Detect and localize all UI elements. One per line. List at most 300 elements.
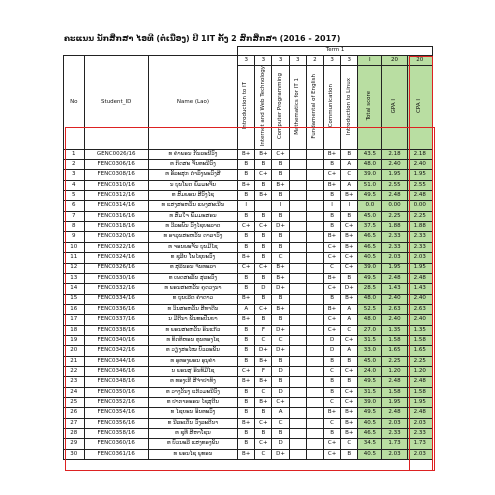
- total-score-cell: 46.5: [358, 232, 382, 242]
- no-cell: 8: [64, 222, 85, 232]
- subject-header: [255, 66, 272, 150]
- cpa-cell: 2.40: [407, 315, 432, 325]
- name-cell: ທ ອັລະສຸກ ດຳລົງພະວົງສີ: [148, 170, 237, 180]
- gpa-cell: 1.65: [382, 346, 407, 356]
- grade-cell: B: [238, 346, 255, 356]
- grade-cell: B: [238, 408, 255, 418]
- grade-cell: [289, 418, 306, 428]
- total-score-cell: 31.5: [358, 335, 382, 345]
- grade-cell: A: [238, 304, 255, 314]
- grade-cell: B: [324, 429, 341, 439]
- grade-cell: D+: [255, 346, 272, 356]
- grade-cell: B: [238, 429, 255, 439]
- grade-cell: A: [341, 304, 358, 314]
- table-row: [64, 439, 433, 449]
- table-row: [64, 356, 433, 366]
- name-cell: ທ ວິນສະຫວັນ ສີທາດີນ: [148, 304, 237, 314]
- credit-cell: 3: [238, 56, 255, 66]
- grade-cell: D: [272, 439, 289, 449]
- total-score-cell: 34.5: [358, 439, 382, 449]
- grade-cell: B+: [255, 356, 272, 366]
- total-score-cell: 39.0: [358, 397, 382, 407]
- grade-cell: B: [238, 211, 255, 221]
- student-id-cell: FENC0320/16: [84, 232, 148, 242]
- grade-cell: D+: [341, 284, 358, 294]
- no-cell: 5: [64, 191, 85, 201]
- no-cell: 13: [64, 273, 85, 283]
- grade-cell: B: [324, 191, 341, 201]
- student-id-cell: FENC0336/16: [84, 304, 148, 314]
- name-cell: ນ ພອນສຸ ອິນທິມີໄຊ: [148, 366, 237, 376]
- grade-cell: C+: [255, 439, 272, 449]
- name-cell: ທ ທອງເຮີ ສີຈຳປາທິງ: [148, 377, 237, 387]
- grade-cell: B: [272, 377, 289, 387]
- total-score-cell: 0.0: [358, 201, 382, 211]
- grade-cell: B: [272, 356, 289, 366]
- grade-cell: B+: [255, 191, 272, 201]
- no-cell: 4: [64, 180, 85, 190]
- grade-cell: B+: [255, 397, 272, 407]
- table-row: [64, 335, 433, 345]
- no-cell: 9: [64, 232, 85, 242]
- grade-cell: D+: [272, 325, 289, 335]
- credit-cell: 3: [341, 56, 358, 66]
- credit-cell: 2: [306, 56, 323, 66]
- table-row: [64, 263, 433, 273]
- name-cell: ທ ພອນໄຊ ພູທອນ: [148, 449, 237, 459]
- grade-cell: D+: [272, 284, 289, 294]
- grade-cell: D+: [272, 346, 289, 356]
- cpa-cell: 1.95: [407, 263, 432, 273]
- grade-cell: [306, 253, 323, 263]
- table-row: [64, 304, 433, 314]
- credit-cell: 3: [272, 56, 289, 66]
- gpa-cell: 2.40: [382, 160, 407, 170]
- total-score-cell: 40.5: [358, 449, 382, 459]
- grade-cell: B: [324, 377, 341, 387]
- cpa-cell: 2.40: [407, 160, 432, 170]
- subject-label: Internet and Web Technology: [259, 66, 266, 147]
- grade-cell: [306, 160, 323, 170]
- grade-cell: B+: [272, 180, 289, 190]
- grade-cell: B: [324, 356, 341, 366]
- table-row: [64, 366, 433, 376]
- grade-cell: B: [341, 449, 358, 459]
- student-id-cell: FENC0350/16: [84, 387, 148, 397]
- no-cell: 6: [64, 201, 85, 211]
- name-cell: ທ ພອນສະຫວັນ ຄູດວງນາ: [148, 284, 237, 294]
- cpa-cell: 0.00: [407, 201, 432, 211]
- no-cell: 29: [64, 439, 85, 449]
- grade-cell: [306, 418, 323, 428]
- gpa-cell: 1.58: [382, 387, 407, 397]
- student-rows: [64, 149, 433, 459]
- cpa-cell: 2.03: [407, 253, 432, 263]
- grade-cell: [289, 439, 306, 449]
- grade-cell: [289, 356, 306, 366]
- table-row: [64, 211, 433, 221]
- grade-cell: B: [238, 273, 255, 283]
- cpa-cell: 2.18: [407, 149, 432, 159]
- student-id-cell: FENC0326/16: [84, 263, 148, 273]
- name-cell: ທ ອາລຸນສະຫວັນ ດາລາວົງ: [148, 232, 237, 242]
- name-cell: ທ ສຸລິນອນ ຈັນທະລາ: [148, 263, 237, 273]
- gpa-cell: 2.63: [382, 304, 407, 314]
- table-row: [64, 408, 433, 418]
- grade-cell: B+: [238, 418, 255, 428]
- grade-cell: I: [272, 201, 289, 211]
- no-cell: 12: [64, 263, 85, 273]
- gpa-header: [382, 66, 407, 150]
- header-blank: [64, 47, 238, 56]
- name-cell: ທ ຊຸລີຍ ໂພໄຊຍະວົງ: [148, 253, 237, 263]
- grade-cell: B+: [238, 180, 255, 190]
- cpa-header: [407, 66, 432, 150]
- total-score-cell: 49.5: [358, 377, 382, 387]
- table-row: [64, 170, 433, 180]
- grade-cell: B: [255, 180, 272, 190]
- student-id-cell: GENC0026/16: [84, 149, 148, 159]
- student-id-cell: FENC0360/16: [84, 439, 148, 449]
- cpa-cell: 1.35: [407, 325, 432, 335]
- no-cell: 11: [64, 253, 85, 263]
- cpa-cell: 2.48: [407, 191, 432, 201]
- grade-cell: B+: [238, 377, 255, 387]
- grade-cell: [289, 377, 306, 387]
- cpa-cell: 1.73: [407, 439, 432, 449]
- gpa-cell: 2.03: [382, 253, 407, 263]
- subject-label: Introduction to IT: [242, 82, 249, 130]
- gpa-cell: 2.48: [382, 273, 407, 283]
- grade-cell: [306, 325, 323, 335]
- name-cell: ນ ມີຕີນາ ພັນທະປັນຍາ: [148, 315, 237, 325]
- gpa-cell: 1.20: [382, 366, 407, 376]
- grade-cell: C+: [255, 222, 272, 232]
- grade-cell: [289, 315, 306, 325]
- grade-cell: [306, 273, 323, 283]
- gpa-cell: 2.55: [382, 180, 407, 190]
- grade-cell: C+: [341, 335, 358, 345]
- grade-cell: B+: [324, 273, 341, 283]
- grade-cell: C+: [341, 253, 358, 263]
- cpa-cell: 2.03: [407, 418, 432, 428]
- grade-cell: [289, 325, 306, 335]
- cpa-cell: 2.48: [407, 273, 432, 283]
- grade-cell: B: [272, 160, 289, 170]
- total-score-cell: 51.0: [358, 180, 382, 190]
- student-id-cell: FENC0354/16: [84, 408, 148, 418]
- grade-cell: [306, 366, 323, 376]
- grade-cell: C+: [255, 263, 272, 273]
- student-id-cell: FENC0340/16: [84, 335, 148, 345]
- grade-cell: [306, 315, 323, 325]
- grade-cell: [289, 191, 306, 201]
- grade-cell: [306, 201, 323, 211]
- name-cell: ທ ບົວນະລີ ແສງທອງພັນ: [148, 439, 237, 449]
- student-id-cell: FENC0310/16: [84, 180, 148, 190]
- gpa-cell: 0.00: [382, 201, 407, 211]
- grade-cell: [306, 180, 323, 190]
- name-cell: ທ ເພດສະລັນ ສຸລະວົງ: [148, 273, 237, 283]
- grade-cell: B: [238, 397, 255, 407]
- grade-cell: C+: [324, 253, 341, 263]
- grade-cell: B+: [238, 253, 255, 263]
- grade-cell: B: [324, 222, 341, 232]
- grade-cell: [289, 408, 306, 418]
- name-cell: ນ ບຸນໂພດ ພົມມະຈັນ: [148, 180, 237, 190]
- gpa-cell: 2.03: [382, 449, 407, 459]
- table-row: [64, 222, 433, 232]
- gpa-cell: 2.48: [382, 191, 407, 201]
- gpa-cell: 2.33: [382, 429, 407, 439]
- grade-cell: C+: [238, 222, 255, 232]
- grade-cell: C+: [341, 387, 358, 397]
- grade-cell: C+: [324, 449, 341, 459]
- grade-cell: B: [272, 242, 289, 252]
- student-id-cell: FENC0314/16: [84, 201, 148, 211]
- credit-cell: 3: [255, 56, 272, 66]
- student-id-cell: FENC0330/16: [84, 273, 148, 283]
- credit-cell: 20: [407, 56, 432, 66]
- grade-cell: D: [272, 387, 289, 397]
- grade-cell: [306, 356, 323, 366]
- grade-cell: B+: [324, 304, 341, 314]
- grade-cell: B: [272, 429, 289, 439]
- student-id-cell: FENC0348/16: [84, 377, 148, 387]
- name-cell: ທ ບຸນເລີດ ຄຳດາວ: [148, 294, 237, 304]
- name-cell: ທ ສົມໃຈ ພົມມະສອນ: [148, 211, 237, 221]
- grade-cell: C+: [272, 149, 289, 159]
- no-cell: 2: [64, 160, 85, 170]
- cpa-cell: 1.95: [407, 397, 432, 407]
- grade-cell: B+: [341, 191, 358, 201]
- grade-cell: B: [255, 294, 272, 304]
- total-score-cell: 40.5: [358, 253, 382, 263]
- total-score-cell: 48.0: [358, 315, 382, 325]
- grade-cell: [306, 170, 323, 180]
- grade-cell: B: [238, 170, 255, 180]
- grade-cell: B: [324, 160, 341, 170]
- grade-cell: C+: [238, 263, 255, 273]
- student-id-cell: FENC0358/16: [84, 429, 148, 439]
- grade-cell: B+: [341, 294, 358, 304]
- grade-cell: B+: [238, 149, 255, 159]
- gpa-cell: 1.73: [382, 439, 407, 449]
- table-row: [64, 346, 433, 356]
- grade-cell: [306, 222, 323, 232]
- grade-cell: B+: [324, 149, 341, 159]
- student-id-cell: FENC0306/16: [84, 160, 148, 170]
- credit-cell: 20: [382, 56, 407, 66]
- grade-cell: B: [238, 387, 255, 397]
- no-cell: 3: [64, 170, 85, 180]
- grade-cell: C+: [255, 170, 272, 180]
- gpa-cell: 1.43: [382, 284, 407, 294]
- gpa-cell: 2.25: [382, 211, 407, 221]
- grade-cell: B+: [255, 377, 272, 387]
- grade-cell: B: [272, 315, 289, 325]
- no-cell: 28: [64, 429, 85, 439]
- name-cell: ທ ທິດທິຫອນ ທຸນທອງໄຊ: [148, 335, 237, 345]
- student-id-cell: FENC0332/16: [84, 284, 148, 294]
- no-cell: 22: [64, 366, 85, 376]
- term-header: Term 1: [238, 47, 433, 56]
- student-id-cell: FENC0342/16: [84, 346, 148, 356]
- grade-cell: [255, 201, 272, 211]
- student-id-cell: FENC0337/16: [84, 315, 148, 325]
- page-title: ຄະແນນ ນັກສຶກສາ ໄອທີ (ຕໍ່ເນື່ອງ) ປີ 1IT ຄັ້ງ 2 ສົກສຶກສາ (2016 - 2017): [64, 34, 341, 43]
- table-row: [64, 377, 433, 387]
- grade-cell: B+: [341, 418, 358, 428]
- student-id-cell: FENC0346/16: [84, 366, 148, 376]
- grade-cell: [289, 232, 306, 242]
- credit-cell: 3: [289, 56, 306, 66]
- grade-cell: [289, 201, 306, 211]
- no-cell: 16: [64, 304, 85, 314]
- no-cell: 20: [64, 346, 85, 356]
- grade-cell: [306, 284, 323, 294]
- table-row: [64, 284, 433, 294]
- gpa-cell: 1.95: [382, 397, 407, 407]
- grade-cell: F: [255, 325, 272, 335]
- grade-cell: C+: [324, 242, 341, 252]
- grade-cell: D+: [272, 449, 289, 459]
- grade-cell: [289, 387, 306, 397]
- cpa-cell: 1.95: [407, 170, 432, 180]
- grade-cell: [306, 294, 323, 304]
- subject-header: [341, 66, 358, 150]
- grade-cell: C+: [324, 284, 341, 294]
- name-cell: ທ ຊູທີ ສີຫາໂຊນ: [148, 429, 237, 439]
- name-cell: ທ ວຽງສະໄໝ ບົວລະພັນ: [148, 346, 237, 356]
- subject-header: [324, 66, 341, 150]
- gpa-cell: 2.03: [382, 418, 407, 428]
- grade-cell: [289, 222, 306, 232]
- grade-cell: A: [341, 180, 358, 190]
- no-cell: 7: [64, 211, 85, 221]
- total-score-cell: 48.0: [358, 160, 382, 170]
- grade-cell: B: [272, 211, 289, 221]
- grade-cell: C: [272, 418, 289, 428]
- grade-cell: I: [238, 201, 255, 211]
- table-row: [64, 191, 433, 201]
- grade-cell: B+: [255, 149, 272, 159]
- name-cell: ທ ຈອນພະຈັນ ບຸນມີໄຊ: [148, 242, 237, 252]
- table-row: [64, 325, 433, 335]
- grade-cell: B+: [341, 242, 358, 252]
- grade-cell: [289, 253, 306, 263]
- name-cell: ທ ສົມພອນ ສີວົງໄຊ: [148, 191, 237, 201]
- grade-cell: D: [255, 284, 272, 294]
- name-cell: ທ ວາງວັນງ ແກ້ວມະນີວົງ: [148, 387, 237, 397]
- student-id-cell: FENC0324/16: [84, 253, 148, 263]
- name-cell: ທ ຄຳພອນ ກັນລະນີວົງ: [148, 149, 237, 159]
- grade-cell: B: [255, 211, 272, 221]
- subject-label: Fundamental of English: [311, 73, 318, 139]
- grade-cell: B: [238, 232, 255, 242]
- name-cell: ທ ອູທອງພອນ ອຸນຸຄຳ: [148, 356, 237, 366]
- total-score-cell: 39.0: [358, 263, 382, 273]
- grade-cell: B: [238, 242, 255, 252]
- grade-cell: B: [238, 356, 255, 366]
- grade-cell: B: [341, 356, 358, 366]
- grade-cell: B: [255, 160, 272, 170]
- cpa-cell: 1.88: [407, 222, 432, 232]
- grade-cell: C+: [341, 222, 358, 232]
- subject-label: Introduction to Linux: [345, 77, 352, 135]
- grade-cell: [289, 294, 306, 304]
- grade-cell: A: [341, 315, 358, 325]
- grade-cell: C: [324, 397, 341, 407]
- grade-cell: B: [341, 149, 358, 159]
- cpa-cell: 1.20: [407, 366, 432, 376]
- grade-cell: B: [255, 429, 272, 439]
- grade-cell: B: [238, 325, 255, 335]
- subject-label: GPA I: [390, 98, 397, 114]
- grade-cell: [306, 263, 323, 273]
- total-score-cell: 31.5: [358, 387, 382, 397]
- grade-cell: [289, 170, 306, 180]
- total-score-header: [358, 66, 382, 150]
- grade-cell: B+: [341, 232, 358, 242]
- credit-cell: 3: [324, 56, 341, 66]
- no-cell: 1: [64, 149, 85, 159]
- gpa-cell: 2.33: [382, 232, 407, 242]
- grade-cell: [306, 211, 323, 221]
- subject-label: Total score: [366, 91, 373, 121]
- student-id-cell: FENC0352/16: [84, 397, 148, 407]
- gpa-cell: 2.40: [382, 315, 407, 325]
- total-score-cell: 46.5: [358, 429, 382, 439]
- grade-cell: C+: [238, 366, 255, 376]
- gpa-cell: 2.40: [382, 294, 407, 304]
- name-cell: ທ ກິດສະ ຈັນທະນີວົງ: [148, 160, 237, 170]
- grade-cell: [306, 397, 323, 407]
- cpa-cell: 1.65: [407, 346, 432, 356]
- grade-cell: [306, 377, 323, 387]
- cpa-cell: 2.48: [407, 408, 432, 418]
- total-score-cell: 24.0: [358, 366, 382, 376]
- no-cell: 21: [64, 356, 85, 366]
- table-row: [64, 253, 433, 263]
- cpa-cell: 2.25: [407, 211, 432, 221]
- table-row: [64, 232, 433, 242]
- table-row: [64, 242, 433, 252]
- gpa-cell: 2.48: [382, 377, 407, 387]
- grade-cell: B: [255, 315, 272, 325]
- grade-cell: C+: [341, 263, 358, 273]
- gpa-cell: 1.95: [382, 170, 407, 180]
- grade-cell: A: [341, 160, 358, 170]
- grade-cell: A: [272, 408, 289, 418]
- grade-cell: D: [324, 346, 341, 356]
- student-id-cell: FENC0316/16: [84, 211, 148, 221]
- name-cell: ທ ແສງສະຫວັນ ແພງສະເນີນ: [148, 201, 237, 211]
- grade-cell: [289, 273, 306, 283]
- no-header: No: [64, 56, 85, 150]
- cpa-cell: 2.33: [407, 232, 432, 242]
- grade-cell: [306, 439, 323, 449]
- grade-cell: C: [272, 335, 289, 345]
- grade-cell: D: [272, 366, 289, 376]
- grade-cell: B: [272, 191, 289, 201]
- subject-header: [238, 66, 255, 150]
- grade-cell: B+: [324, 232, 341, 242]
- gpa-cell: 2.18: [382, 149, 407, 159]
- grade-cell: [289, 397, 306, 407]
- grade-cell: [289, 304, 306, 314]
- grade-cell: B: [255, 273, 272, 283]
